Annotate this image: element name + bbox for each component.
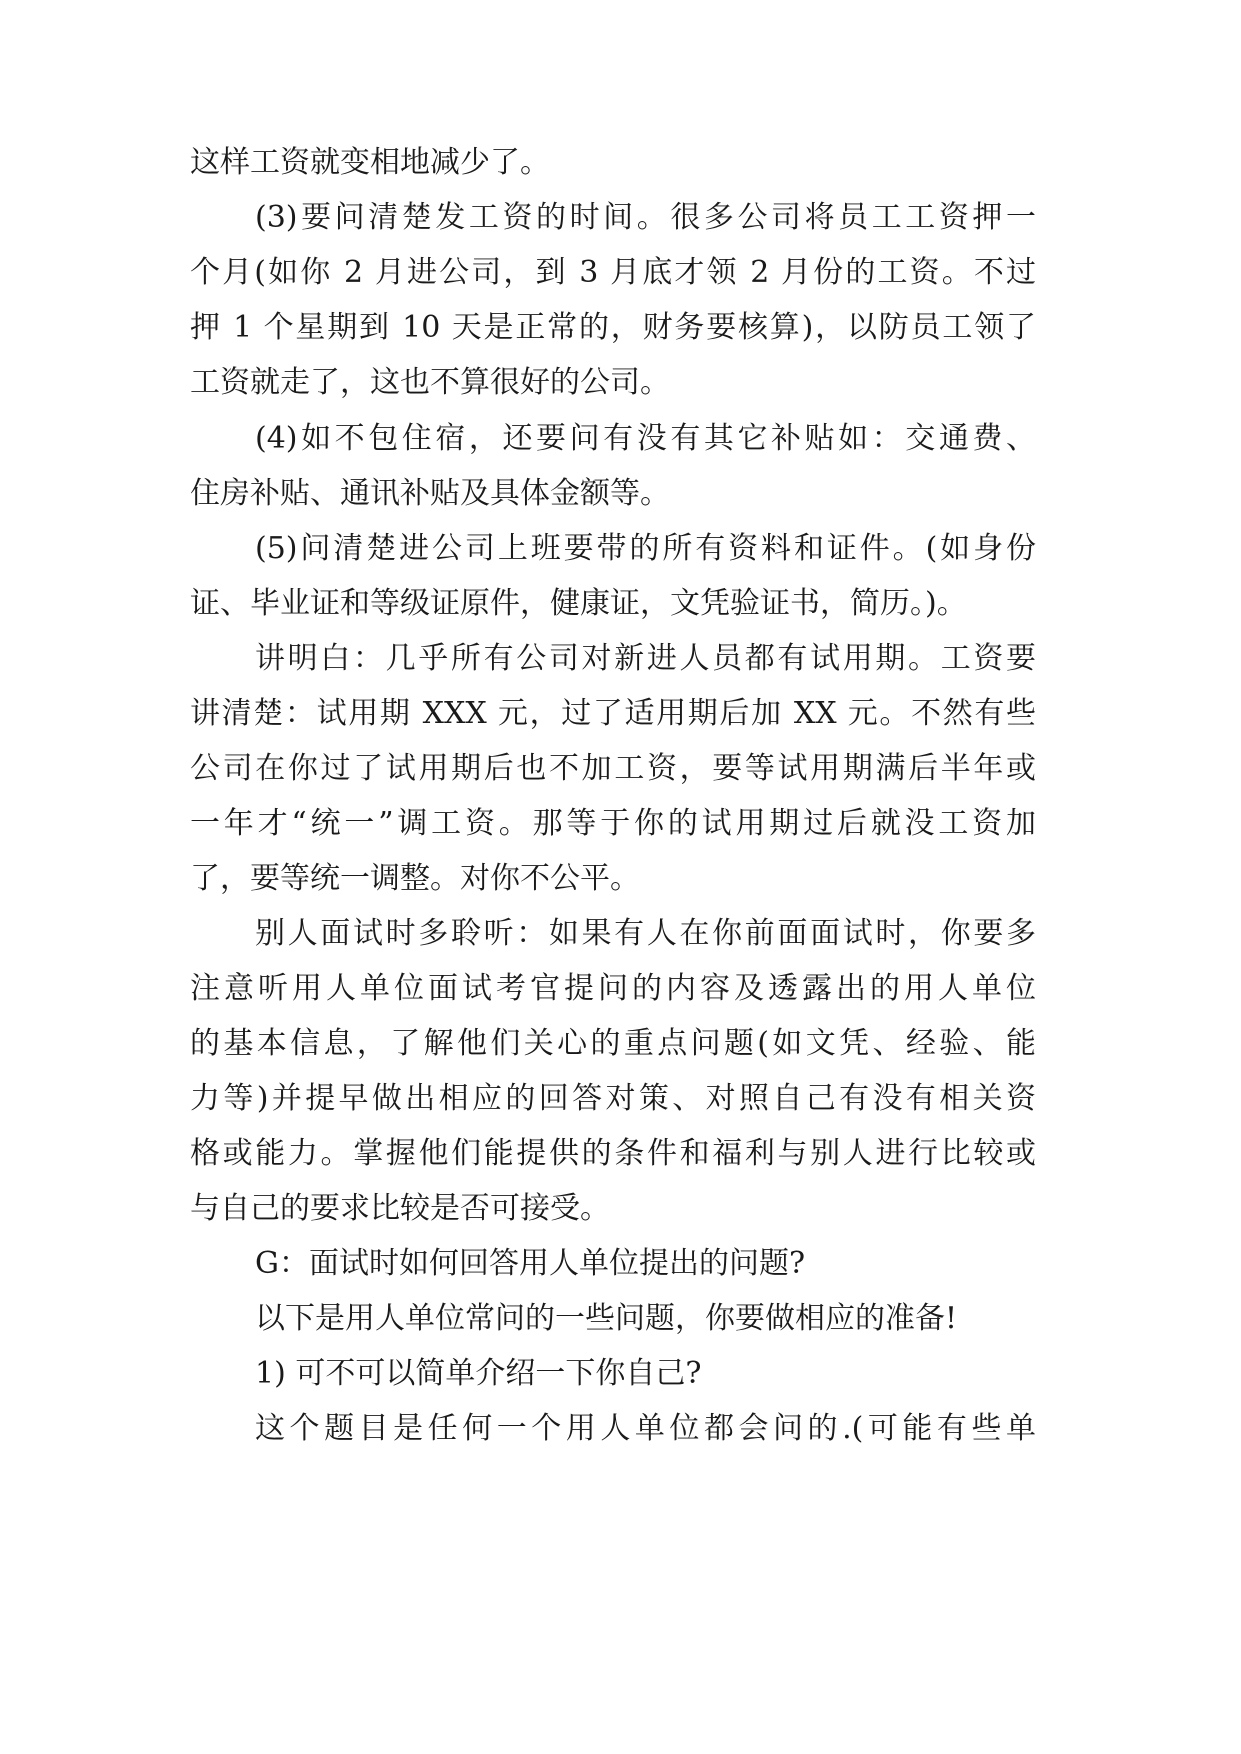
text-line: 住房补贴、通讯补贴及具体金额等。 xyxy=(190,476,670,511)
text-line: 与自己的要求比较是否可接受。 xyxy=(190,1191,610,1226)
text-line: 以下是用人单位常问的一些问题，你要做相应的准备! xyxy=(255,1301,958,1336)
text-line: 的基本信息，了解他们关心的重点问题(如文凭、经验、能 xyxy=(190,1026,1036,1061)
text-line: 证、毕业证和等级证原件，健康证，文凭验证书，简历。)。 xyxy=(190,586,967,621)
text-line: 一年才“统一”调工资。那等于你的试用期过后就没工资加 xyxy=(190,806,1036,841)
text-line: 讲清楚：试用期 XXX 元，过了适用期后加 XX 元。不然有些 xyxy=(190,696,1036,731)
text-line: 这样工资就变相地减少了。 xyxy=(190,145,550,180)
text-line: 了，要等统一调整。对你不公平。 xyxy=(190,861,640,896)
text-line: (3)要问清楚发工资的时间。很多公司将员工工资押一 xyxy=(255,200,1036,235)
text-line: 押 1 个星期到 10 天是正常的，财务要核算)，以防员工领了 xyxy=(190,310,1036,345)
text-line: (4)如不包住宿，还要问有没有其它补贴如：交通费、 xyxy=(255,421,1036,456)
text-line: 这个题目是任何一个用人单位都会问的.(可能有些单 xyxy=(255,1411,1036,1446)
text-line: 公司在你过了试用期后也不加工资，要等试用期满后半年或 xyxy=(190,751,1036,786)
text-line: 讲明白：几乎所有公司对新进人员都有试用期。工资要 xyxy=(255,641,1036,676)
text-line: 别人面试时多聆听：如果有人在你前面面试时，你要多 xyxy=(255,916,1036,951)
text-line: (5)问清楚进公司上班要带的所有资料和证件。(如身份 xyxy=(255,531,1036,566)
question-heading: 1) 可不可以简单介绍一下你自己? xyxy=(255,1356,702,1391)
section-heading: G：面试时如何回答用人单位提出的问题? xyxy=(255,1246,806,1281)
text-line: 格或能力。掌握他们能提供的条件和福利与别人进行比较或 xyxy=(190,1136,1036,1171)
text-line: 力等)并提早做出相应的回答对策、对照自己有没有相关资 xyxy=(190,1081,1036,1116)
text-line: 个月(如你 2 月进公司，到 3 月底才领 2 月份的工资。不过 xyxy=(190,255,1036,290)
text-line: 工资就走了，这也不算很好的公司。 xyxy=(190,365,670,400)
text-line: 注意听用人单位面试考官提问的内容及透露出的用人单位 xyxy=(190,971,1036,1006)
